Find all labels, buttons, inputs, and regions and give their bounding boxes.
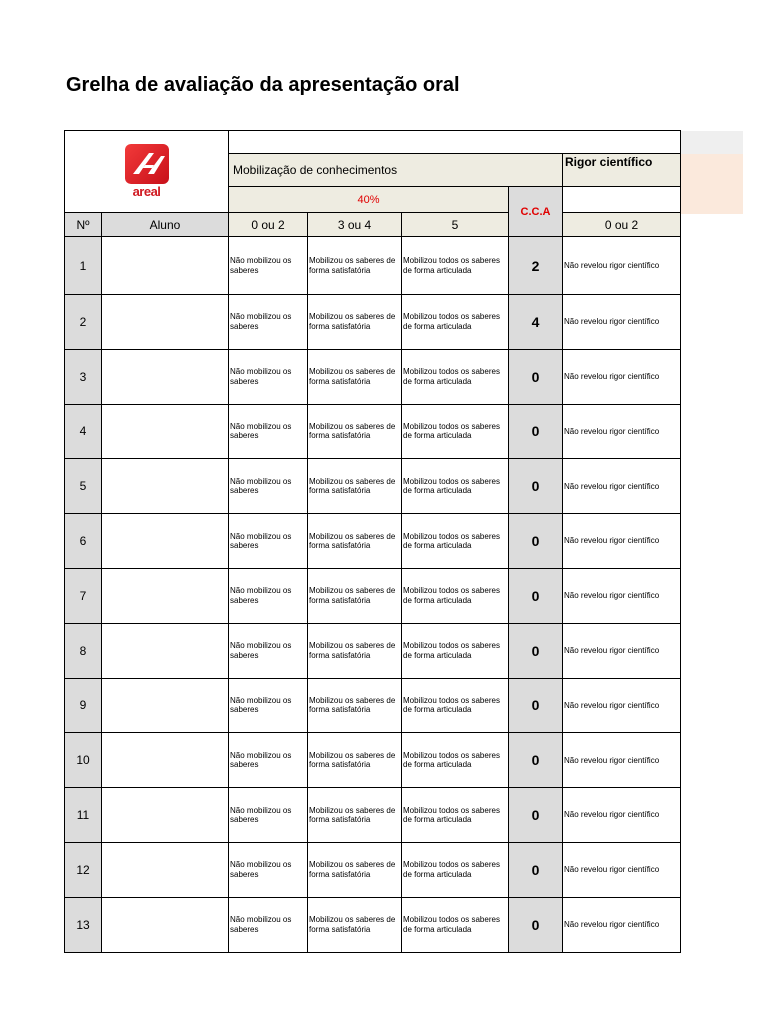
cca-score[interactable]: 0 bbox=[509, 459, 563, 514]
row-number: 10 bbox=[65, 733, 102, 788]
table-row bbox=[65, 733, 681, 788]
descriptor-mid: Mobilizou os saberes de forma satisfatória bbox=[308, 459, 402, 514]
descriptor-low: Não mobilizou os saberes bbox=[229, 349, 308, 404]
descriptor-low: Não mobilizou os saberes bbox=[229, 514, 308, 569]
student-name-cell[interactable] bbox=[102, 733, 229, 788]
descriptor-rigor-low: Não revelou rigor científico bbox=[563, 349, 681, 404]
descriptor-mid: Mobilizou os saberes de forma satisfatória bbox=[308, 349, 402, 404]
descriptor-rigor-low: Não revelou rigor científico bbox=[563, 237, 681, 295]
student-name-cell[interactable] bbox=[102, 623, 229, 678]
table-row bbox=[65, 459, 681, 514]
cca-score[interactable]: 0 bbox=[509, 349, 563, 404]
row-number: 13 bbox=[65, 897, 102, 952]
evaluation-grid bbox=[64, 130, 660, 954]
row-number: 3 bbox=[65, 349, 102, 404]
descriptor-high: Mobilizou todos os saberes de forma articulada bbox=[402, 678, 509, 733]
cca-score[interactable]: 0 bbox=[509, 514, 563, 569]
descriptor-rigor-low: Não revelou rigor científico bbox=[563, 733, 681, 788]
student-name-cell[interactable] bbox=[102, 842, 229, 897]
header-student: Aluno bbox=[102, 213, 229, 237]
cca-score[interactable]: 0 bbox=[509, 788, 563, 843]
descriptor-low: Não mobilizou os saberes bbox=[229, 897, 308, 952]
descriptor-low: Não mobilizou os saberes bbox=[229, 733, 308, 788]
descriptor-mid: Mobilizou os saberes de forma satisfatória bbox=[308, 733, 402, 788]
student-name-cell[interactable] bbox=[102, 568, 229, 623]
header-blank-cell bbox=[229, 131, 681, 154]
descriptor-mid: Mobilizou os saberes de forma satisfatória bbox=[308, 237, 402, 295]
descriptor-high: Mobilizou todos os saberes de forma articulada bbox=[402, 514, 509, 569]
descriptor-low: Não mobilizou os saberes bbox=[229, 404, 308, 459]
logo-cell bbox=[65, 131, 229, 213]
grid-table bbox=[64, 130, 681, 953]
header-number: Nº bbox=[65, 213, 102, 237]
cca-header: C.C.A bbox=[509, 187, 563, 237]
student-name-cell[interactable] bbox=[102, 404, 229, 459]
header-level-mid: 3 ou 4 bbox=[308, 213, 402, 237]
page-title: Grelha de avaliação da apresentação oral bbox=[66, 74, 460, 96]
cca-score[interactable]: 0 bbox=[509, 897, 563, 952]
descriptor-low: Não mobilizou os saberes bbox=[229, 623, 308, 678]
criterion-weight: 40% bbox=[229, 187, 509, 213]
student-name-cell[interactable] bbox=[102, 237, 229, 295]
criterion-weight-2 bbox=[563, 187, 681, 213]
descriptor-rigor-low: Não revelou rigor científico bbox=[563, 623, 681, 678]
descriptor-high: Mobilizou todos os saberes de forma articulada bbox=[402, 349, 509, 404]
descriptor-mid: Mobilizou os saberes de forma satisfatória bbox=[308, 788, 402, 843]
row-number: 6 bbox=[65, 514, 102, 569]
table-row bbox=[65, 788, 681, 843]
header-level-high: 5 bbox=[402, 213, 509, 237]
student-name-cell[interactable] bbox=[102, 897, 229, 952]
table-row bbox=[65, 842, 681, 897]
student-name-cell[interactable] bbox=[102, 678, 229, 733]
descriptor-rigor-low: Não revelou rigor científico bbox=[563, 404, 681, 459]
cca-score[interactable]: 0 bbox=[509, 733, 563, 788]
descriptor-mid: Mobilizou os saberes de forma satisfatória bbox=[308, 842, 402, 897]
student-name-cell[interactable] bbox=[102, 514, 229, 569]
descriptor-mid: Mobilizou os saberes de forma satisfatória bbox=[308, 295, 402, 350]
descriptor-mid: Mobilizou os saberes de forma satisfatória bbox=[308, 404, 402, 459]
header-level-low: 0 ou 2 bbox=[229, 213, 308, 237]
descriptor-low: Não mobilizou os saberes bbox=[229, 459, 308, 514]
table-row bbox=[65, 623, 681, 678]
student-name-cell[interactable] bbox=[102, 295, 229, 350]
cca-score[interactable]: 0 bbox=[509, 623, 563, 678]
descriptor-rigor-low: Não revelou rigor científico bbox=[563, 897, 681, 952]
areal-logo-icon bbox=[123, 144, 171, 198]
descriptor-mid: Mobilizou os saberes de forma satisfatória bbox=[308, 897, 402, 952]
descriptor-high: Mobilizou todos os saberes de forma articulada bbox=[402, 568, 509, 623]
descriptor-high: Mobilizou todos os saberes de forma articulada bbox=[402, 788, 509, 843]
table-row bbox=[65, 404, 681, 459]
descriptor-low: Não mobilizou os saberes bbox=[229, 237, 308, 295]
table-row bbox=[65, 295, 681, 350]
descriptor-high: Mobilizou todos os saberes de forma articulada bbox=[402, 459, 509, 514]
descriptor-rigor-low: Não revelou rigor científico bbox=[563, 788, 681, 843]
row-number: 1 bbox=[65, 237, 102, 295]
descriptor-high: Mobilizou todos os saberes de forma articulada bbox=[402, 897, 509, 952]
row-number: 7 bbox=[65, 568, 102, 623]
descriptor-mid: Mobilizou os saberes de forma satisfatória bbox=[308, 514, 402, 569]
descriptor-high: Mobilizou todos os saberes de forma articulada bbox=[402, 237, 509, 295]
cca-score[interactable]: 0 bbox=[509, 842, 563, 897]
descriptor-rigor-low: Não revelou rigor científico bbox=[563, 568, 681, 623]
cca-score[interactable]: 0 bbox=[509, 404, 563, 459]
descriptor-rigor-low: Não revelou rigor científico bbox=[563, 678, 681, 733]
row-number: 5 bbox=[65, 459, 102, 514]
descriptor-high: Mobilizou todos os saberes de forma articulada bbox=[402, 733, 509, 788]
descriptor-high: Mobilizou todos os saberes de forma articulada bbox=[402, 623, 509, 678]
cca-score[interactable]: 0 bbox=[509, 678, 563, 733]
header-rigor-level-low: 0 ou 2 bbox=[563, 213, 681, 237]
table-row bbox=[65, 237, 681, 295]
descriptor-mid: Mobilizou os saberes de forma satisfatória bbox=[308, 678, 402, 733]
criterion-header-rigor: Rigor científico bbox=[563, 154, 681, 187]
cca-score[interactable]: 0 bbox=[509, 568, 563, 623]
descriptor-mid: Mobilizou os saberes de forma satisfatória bbox=[308, 568, 402, 623]
table-row bbox=[65, 897, 681, 952]
student-name-cell[interactable] bbox=[102, 349, 229, 404]
descriptor-mid: Mobilizou os saberes de forma satisfatória bbox=[308, 623, 402, 678]
cca-score[interactable]: 2 bbox=[509, 237, 563, 295]
descriptor-rigor-low: Não revelou rigor científico bbox=[563, 459, 681, 514]
row-number: 4 bbox=[65, 404, 102, 459]
descriptor-low: Não mobilizou os saberes bbox=[229, 788, 308, 843]
descriptor-rigor-low: Não revelou rigor científico bbox=[563, 295, 681, 350]
student-name-cell[interactable] bbox=[102, 459, 229, 514]
logo-text: areal bbox=[132, 183, 161, 199]
table-row bbox=[65, 678, 681, 733]
cca-score[interactable]: 4 bbox=[509, 295, 563, 350]
descriptor-high: Mobilizou todos os saberes de forma articulada bbox=[402, 295, 509, 350]
descriptor-low: Não mobilizou os saberes bbox=[229, 842, 308, 897]
descriptor-low: Não mobilizou os saberes bbox=[229, 568, 308, 623]
table-row bbox=[65, 568, 681, 623]
table-row bbox=[65, 514, 681, 569]
row-number: 2 bbox=[65, 295, 102, 350]
row-number: 11 bbox=[65, 788, 102, 843]
row-number: 12 bbox=[65, 842, 102, 897]
descriptor-rigor-low: Não revelou rigor científico bbox=[563, 514, 681, 569]
descriptor-low: Não mobilizou os saberes bbox=[229, 295, 308, 350]
row-number: 8 bbox=[65, 623, 102, 678]
student-name-cell[interactable] bbox=[102, 788, 229, 843]
descriptor-high: Mobilizou todos os saberes de forma articulada bbox=[402, 404, 509, 459]
descriptor-high: Mobilizou todos os saberes de forma articulada bbox=[402, 842, 509, 897]
descriptor-low: Não mobilizou os saberes bbox=[229, 678, 308, 733]
descriptor-rigor-low: Não revelou rigor científico bbox=[563, 842, 681, 897]
table-row bbox=[65, 349, 681, 404]
criterion-header-knowledge: Mobilização de conhecimentos bbox=[229, 154, 563, 187]
row-number: 9 bbox=[65, 678, 102, 733]
